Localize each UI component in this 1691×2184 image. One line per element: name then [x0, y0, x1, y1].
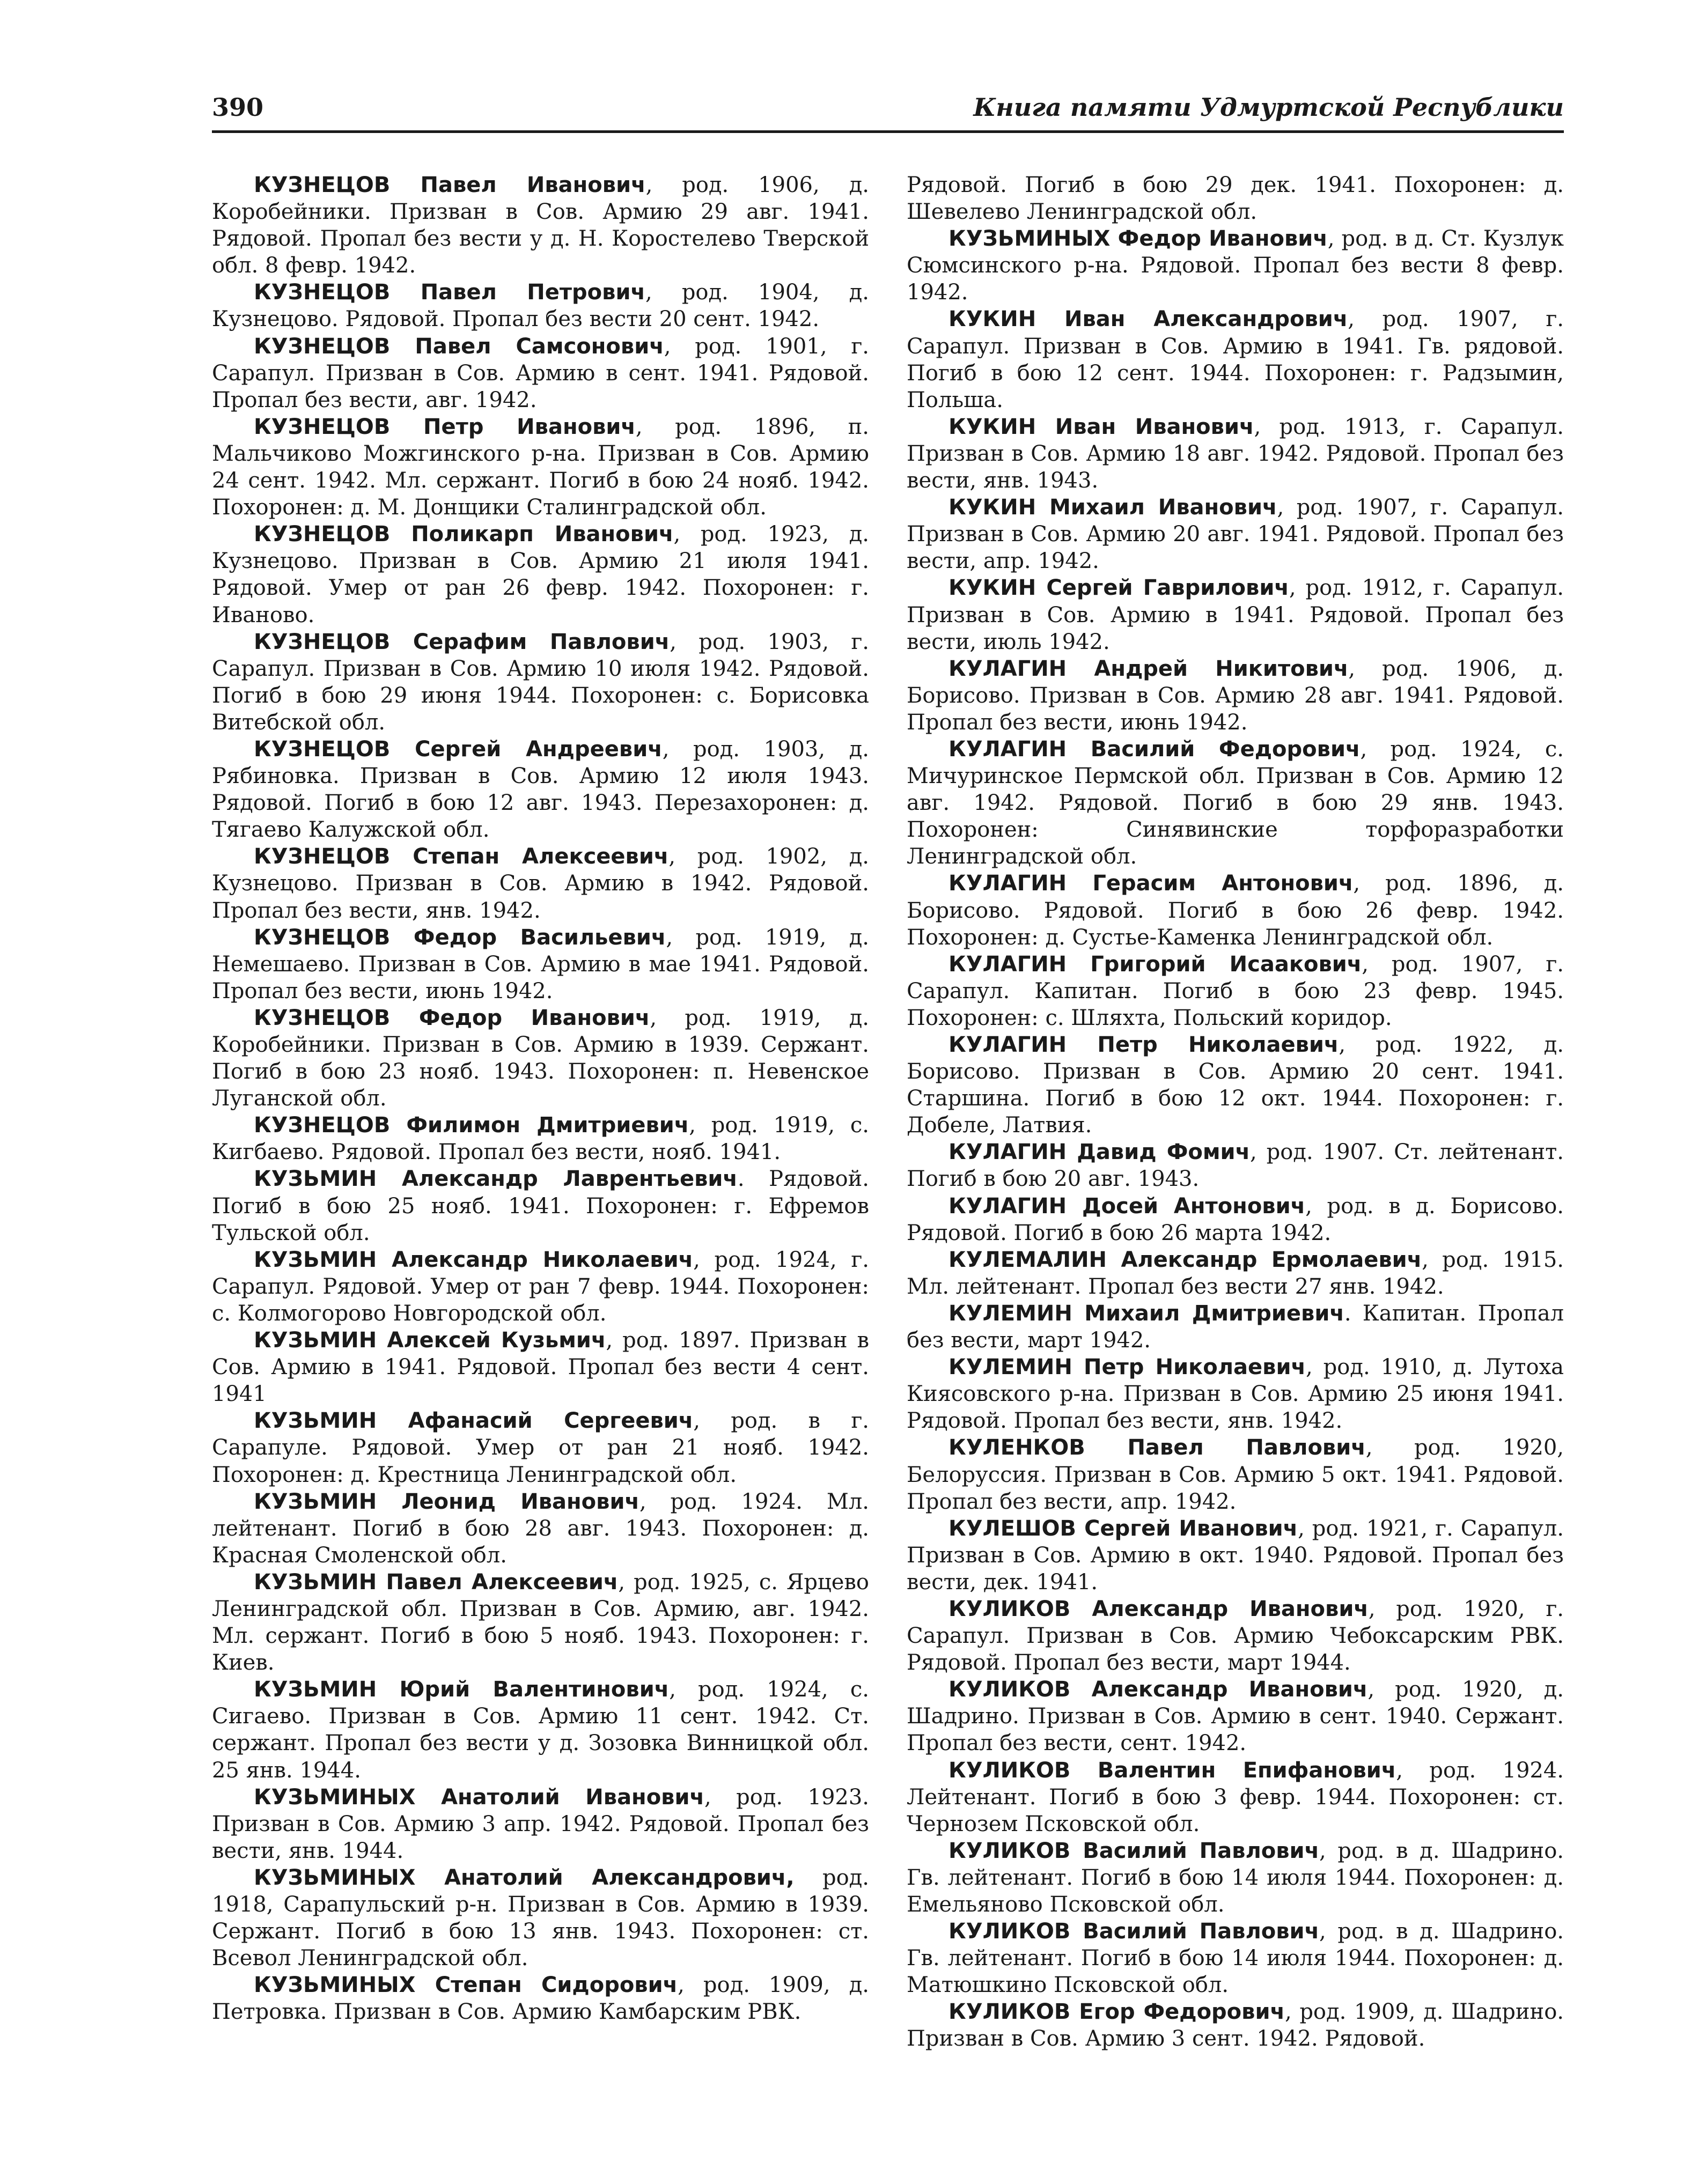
memorial-entry	[907, 1515, 1564, 1596]
memorial-entry	[212, 1972, 869, 2025]
entry-name: КУЛИКОВ Александр Иванович	[949, 1596, 1369, 1621]
entry-text: , род. 1903, г. Сарапул. Призван в Сов. Армию 10 июля 1942. Рядовой. Погиб в бою 29 июня 1944. Похоронен: с. Борисовка Витебской обл.	[212, 629, 869, 735]
memorial-entry	[907, 736, 1564, 870]
entry-text: . Рядовой. Погиб в бою 25 нояб. 1941. Похоронен: г. Ефремов Тульской обл.	[212, 1167, 869, 1245]
memorial-entry	[907, 1139, 1564, 1192]
entry-text: , род. 1913, г. Сарапул. Призван в Сов. Армию 18 авг. 1942. Рядовой. Пропал без вести, янв. 1943.	[907, 414, 1564, 493]
entry-name: КУЛЕМИН Петр Николаевич	[949, 1355, 1306, 1380]
memorial-entry	[907, 1300, 1564, 1354]
entry-text: , род. 1902, д. Кузнецово. Призван в Сов. Армию в 1942. Рядовой. Пропал без вести, янв. 1942.	[212, 844, 869, 923]
entry-name: КУЗНЕЦОВ Поликарп Иванович	[254, 522, 674, 547]
entry-name: КУЛЕМИН Михаил Дмитриевич	[949, 1301, 1344, 1326]
memorial-entry	[907, 870, 1564, 950]
entry-text: , род. 1904, д. Кузнецово. Рядовой. Пропал без вести 20 сент. 1942.	[212, 280, 869, 332]
entry-name: КУЗНЕЦОВ Павел Петрович	[254, 280, 645, 305]
memorial-entry	[907, 306, 1564, 413]
entry-name: КУЗНЕЦОВ Сергей Андреевич	[254, 736, 663, 762]
entry-text: , род. 1920, г. Сарапул. Призван в Сов. Армию Чебоксарским РВК. Рядовой. Пропал без вести, март 1944.	[907, 1596, 1564, 1676]
memorial-entry	[212, 279, 869, 333]
memorial-entry	[212, 629, 869, 736]
entry-name: КУЛЕНКОВ Павел Павлович	[949, 1435, 1366, 1460]
memorial-entry	[212, 1005, 869, 1112]
entry-name: КУЛЕМАЛИН Александр Ермолаевич	[949, 1247, 1422, 1272]
entry-text: , род. 1922, д. Борисово. Призван в Сов. Армию 20 сент. 1941. Старшина. Погиб в бою 12 окт. 1944. Похоронен: г. Добеле, Латвия.	[907, 1032, 1564, 1138]
header-rule	[212, 130, 1564, 133]
entry-text: , род. 1907, г. Сарапул. Призван в Сов. Армию 20 авг. 1941. Рядовой. Пропал без вести, апр. 1942.	[907, 495, 1564, 574]
left-column	[212, 172, 869, 2025]
memorial-entry	[212, 843, 869, 924]
memorial-entry	[212, 333, 869, 414]
entry-text: , род. 1909, д. Петровка. Призван в Сов. Армию Камбарским РВК.	[212, 1973, 869, 2025]
entry-name: КУЛЕШОВ Сергей Иванович	[949, 1516, 1298, 1541]
entry-name: КУЛИКОВ Василий Павлович	[949, 1838, 1320, 1863]
entry-text: , род. 1915. Мл. лейтенант. Пропал без вести 27 янв. 1942.	[907, 1247, 1564, 1299]
page-number: 390	[212, 93, 264, 122]
entry-name: КУЛИКОВ Василий Павлович	[949, 1919, 1320, 1944]
entry-text: , род. 1924, г. Сарапул. Рядовой. Умер от ран 7 февр. 1944. Похоронен: с. Колмогорово Новгородской обл.	[212, 1247, 869, 1326]
entry-name: КУЗЬМИНЫХ Степан Сидорович	[254, 1973, 678, 1998]
entry-name: КУЗЬМИНЫХ Анатолий Иванович	[254, 1784, 704, 1810]
entry-name: КУЗЬМИН Юрий Валентинович	[254, 1677, 670, 1702]
entry-name: КУКИН Михаил Иванович	[949, 495, 1277, 520]
entry-text: , род. 1903, д. Рябиновка. Призван в Сов. Армию 12 июля 1943. Рядовой. Погиб в бою 12 авг. 1943. Перезахоронен: д. Тягаево Калужской обл.	[212, 736, 870, 843]
entry-text: , род. 1906, д. Борисово. Призван в Сов. Армию 28 авг. 1941. Рядовой. Пропал без вести, июнь 1942.	[907, 656, 1564, 735]
entry-text: . Капитан. Пропал без вести, март 1942.	[907, 1301, 1564, 1353]
memorial-entry	[212, 172, 869, 279]
entry-text: , род. 1923. Призван в Сов. Армию 3 апр. 1942. Рядовой. Пропал без вести, янв. 1944.	[212, 1784, 870, 1863]
memorial-entry	[212, 1676, 869, 1783]
right-column	[907, 172, 1564, 2053]
entry-text: , род. 1907, г. Сарапул. Призван в Сов. Армию в 1941. Гв. рядовой. Погиб в бою 12 сент. 1944. Похоронен: г. Радзымин, Польша.	[907, 307, 1564, 412]
entry-text: , род. 1907. Ст. лейтенант. Погиб в бою 20 авг. 1943.	[907, 1140, 1564, 1192]
entry-name: КУЗНЕЦОВ Филимон Дмитриевич	[254, 1113, 689, 1138]
entry-text: , род. в г. Сарапуле. Рядовой. Умер от ран 21 нояб. 1942. Похоронен: д. Крестница Ленинградской обл.	[212, 1408, 869, 1487]
entry-text: , род. 1924. Лейтенант. Погиб в бою 3 февр. 1944. Похоронен: ст. Чернозем Псковской обл.	[907, 1758, 1564, 1836]
entry-name: КУЛАГИН Василий Федорович	[949, 736, 1361, 762]
entry-name: КУЗНЕЦОВ Павел Иванович	[254, 173, 646, 197]
entry-name: КУЗЬМИН Александр Николаевич	[254, 1247, 694, 1272]
entry-text: , род. в д. Шадрино. Гв. лейтенант. Погиб в бою 14 июля 1944. Похоронен: д. Емельяново Псковской обл.	[907, 1838, 1564, 1917]
memorial-entry	[212, 924, 869, 1005]
memorial-entry	[907, 1757, 1564, 1838]
entry-text: , род. в д. Шадрино. Гв. лейтенант. Погиб в бою 14 июля 1944. Похоронен: д. Матюшкино Псковской обл.	[907, 1919, 1564, 1998]
entry-text: , род. 1896, п. Мальчиково Можгинского р-на. Призван в Сов. Армию 24 сент. 1942. Мл. сержант. Погиб в бою 24 нояб. 1942. Похоронен: д. М. Донщики Сталинградской обл.	[212, 414, 870, 520]
page-header	[212, 88, 1564, 126]
memorial-entry	[212, 414, 869, 521]
memorial-entry	[212, 1112, 869, 1165]
memorial-entry	[212, 1569, 869, 1676]
memorial-entry	[212, 1327, 869, 1407]
entry-name: КУЗЬМИНЫХ Федор Иванович	[949, 226, 1328, 252]
memorial-entry	[907, 1596, 1564, 1676]
entry-text: , род. 1910, д. Лутоха Киясовского р-на. Призван в Сов. Армию 25 июня 1941. Рядовой. Пропал без вести, янв. 1942.	[907, 1355, 1564, 1434]
memorial-entry	[907, 414, 1564, 494]
memorial-entry	[907, 172, 1564, 225]
entry-text: , род. 1921, г. Сарапул. Призван в Сов. Армию в окт. 1940. Рядовой. Пропал без вести, дек. 1941.	[907, 1516, 1564, 1595]
memorial-entry	[907, 1354, 1564, 1434]
memorial-entry	[212, 1784, 869, 1864]
entry-text: , род. 1920, Белоруссия. Призван в Сов. Армию 5 окт. 1941. Рядовой. Пропал без вести, апр. 1942.	[907, 1435, 1564, 1514]
entry-name: КУЛИКОВ Валентин Епифанович	[949, 1758, 1396, 1783]
memorial-entry	[907, 574, 1564, 655]
entry-name: КУЛАГИН Петр Николаевич	[949, 1032, 1339, 1057]
entry-name: КУЛАГИН Герасим Антонович	[949, 871, 1354, 896]
entry-name: КУЗЬМИН Леонид Иванович	[254, 1489, 639, 1514]
entry-text: , род. 1924, с. Мичуринское Пермской обл. Призван в Сов. Армию 12 авг. 1942. Рядовой. Погиб в бою 29 янв. 1943. Похоронен: Синявинские торфоразработки Ленинградской обл.	[907, 736, 1564, 869]
entry-name: КУЛАГИН Григорий Исаакович	[949, 951, 1362, 977]
entry-text: , род. 1906, д. Коробейники. Призван в Сов. Армию 29 авг. 1941. Рядовой. Пропал без вести у д. Н. Коростелево Тверской обл. 8 февр. 1942.	[212, 173, 869, 278]
entry-name: КУЗНЕЦОВ Степан Алексеевич	[254, 844, 669, 869]
entry-text: , род. 1912, г. Сарапул. Призван в Сов. Армию в 1941. Рядовой. Пропал без вести, июль 1942.	[907, 575, 1564, 654]
entry-name: КУЗЬМИН Афанасий Сергеевич	[254, 1408, 694, 1434]
memorial-entry	[212, 1488, 869, 1569]
entry-name: КУЗЬМИНЫХ Анатолий Александрович,	[254, 1865, 795, 1890]
entry-name: КУЗЬМИН Алексей Кузьмич	[254, 1328, 606, 1353]
entry-name: КУЗНЕЦОВ Серафим Павлович	[254, 629, 670, 654]
entry-text: , род. 1924. Мл. лейтенант. Погиб в бою 28 авг. 1943. Похоронен: д. Красная Смоленской обл.	[212, 1489, 869, 1568]
entry-text: , род. 1896, д. Борисово. Рядовой. Погиб в бою 26 февр. 1942. Похоронен: д. Сустье-Каменка Ленинградской обл.	[907, 871, 1564, 950]
memorial-entry	[212, 521, 869, 628]
entry-name: КУЗЬМИН Павел Алексеевич	[254, 1569, 619, 1595]
memorial-entry	[907, 1434, 1564, 1515]
entry-name: КУЗНЕЦОВ Федор Васильевич	[254, 925, 666, 950]
memorial-entry	[907, 1676, 1564, 1757]
entry-name: КУКИН Иван Александрович	[949, 307, 1348, 332]
memorial-entry	[907, 1193, 1564, 1246]
entry-text: род. 1918, Сарапульский р-н. Призван в Сов. Армию в 1939. Сержант. Погиб в бою 13 янв. 1943. Похоронен: ст. Всевол Ленинградской обл.	[212, 1865, 869, 1971]
memorial-entry	[212, 1864, 869, 1972]
entry-text: , род. 1901, г. Сарапул. Призван в Сов. Армию в сент. 1941. Рядовой. Пропал без вести, авг. 1942.	[212, 334, 869, 412]
entry-name: КУЛАГИН Давид Фомич	[949, 1140, 1251, 1165]
memorial-entry	[907, 225, 1564, 306]
memorial-entry	[907, 1246, 1564, 1300]
entry-text: Рядовой. Погиб в бою 29 дек. 1941. Похоронен: д. Шевелево Ленинградской обл.	[907, 173, 1564, 225]
entry-text: , род. 1925, с. Ярцево Ленинградской обл. Призван в Сов. Армию, авг. 1942. Мл. сержант. Погиб в бою 5 нояб. 1943. Похоронен: г. Киев.	[212, 1569, 869, 1676]
memorial-entry	[212, 736, 869, 843]
entry-name: КУЗНЕЦОВ Павел Самсонович	[254, 334, 664, 359]
memorial-entry	[212, 1165, 869, 1246]
memorial-entry	[907, 1838, 1564, 1918]
entry-text: , род. в д. Борисово. Рядовой. Погиб в бою 26 марта 1942.	[907, 1193, 1564, 1245]
entry-name: КУЛИКОВ Александр Иванович	[949, 1677, 1368, 1702]
entry-text: , род. 1923, д. Кузнецово. Призван в Сов. Армию 21 июля 1941. Рядовой. Умер от ран 26 февр. 1942. Похоронен: г. Иваново.	[212, 522, 869, 628]
entry-text: , род. 1919, с. Кигбаево. Рядовой. Пропал без вести, нояб. 1941.	[212, 1113, 869, 1165]
entry-text: , род. 1920, д. Шадрино. Призван в Сов. Армию в сент. 1940. Сержант. Пропал без вести, сент. 1942.	[907, 1677, 1564, 1756]
entry-name: КУКИН Сергей Гаврилович	[949, 575, 1289, 601]
entry-name: КУЛАГИН Андрей Никитович	[949, 656, 1349, 681]
entry-name: КУЗЬМИН Александр Лаврентьевич	[254, 1167, 738, 1192]
memorial-entry	[907, 1918, 1564, 1998]
memorial-entry	[212, 1407, 869, 1488]
entry-name: КУЛИКОВ Егор Федорович	[949, 1999, 1285, 2025]
entry-text: , род. 1924, с. Сигаево. Призван в Сов. Армию 11 сент. 1942. Ст. сержант. Пропал без вести у д. Зозовка Винницкой обл. 25 янв. 1944.	[212, 1677, 869, 1783]
memorial-entry	[212, 1246, 869, 1327]
memorial-entry	[907, 1031, 1564, 1139]
memorial-entry	[907, 655, 1564, 736]
memorial-entry	[907, 951, 1564, 1031]
entry-name: КУКИН Иван Иванович	[949, 414, 1254, 439]
entry-text: , род. 1907, г. Сарапул. Капитан. Погиб в бою 23 февр. 1945. Похоронен: с. Шляхта, Польский коридор.	[907, 951, 1564, 1030]
entry-text: , род. 1919, д. Немешаево. Призван в Сов. Армию в мае 1941. Рядовой. Пропал без вести, июнь 1942.	[212, 925, 869, 1004]
entry-text: , род. в д. Ст. Кузлук Сюмсинского р-на. Рядовой. Пропал без вести 8 февр. 1942.	[907, 226, 1564, 305]
memorial-entry	[907, 494, 1564, 574]
entry-text: , род. 1897. Призван в Сов. Армию в 1941. Рядовой. Пропал без вести 4 сент. 1941	[212, 1328, 869, 1407]
memorial-entry	[907, 1998, 1564, 2052]
entry-text: , род. 1919, д. Коробейники. Призван в Сов. Армию в 1939. Сержант. Погиб в бою 23 нояб. 1943. Похоронен: п. Невенское Луганской обл.	[212, 1005, 869, 1111]
entry-name: КУЗНЕЦОВ Петр Иванович	[254, 414, 636, 439]
book-title: Книга памяти Удмуртской Республики	[973, 93, 1564, 122]
entry-name: КУЛАГИН Досей Антонович	[949, 1193, 1306, 1219]
entry-name: КУЗНЕЦОВ Федор Иванович	[254, 1005, 650, 1030]
entry-text: , род. 1909, д. Шадрино. Призван в Сов. Армию 3 сент. 1942. Рядовой.	[907, 1999, 1564, 2052]
